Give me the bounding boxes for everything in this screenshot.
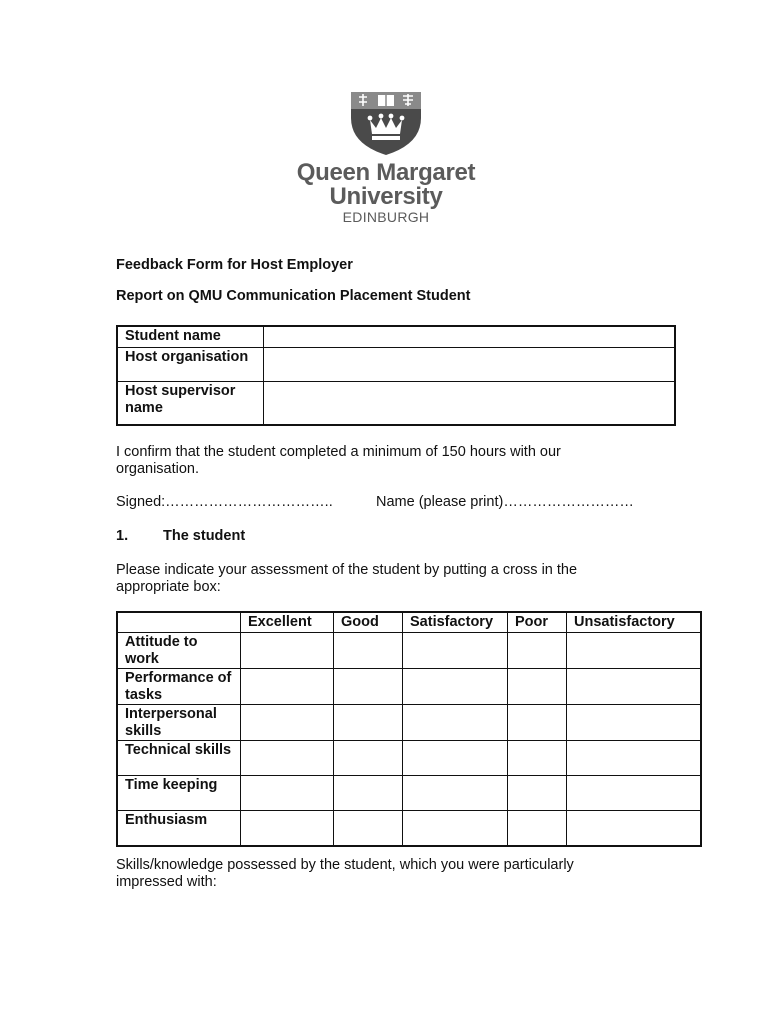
skills-question: Skills/knowledge possessed by the student, which you were particularly impressed with: [116, 857, 574, 890]
table-row [117, 741, 701, 776]
rating-cell[interactable] [567, 669, 702, 705]
table-header-row [117, 612, 701, 633]
column-good: Good [334, 612, 403, 633]
host-organisation-field[interactable] [264, 347, 676, 381]
assessment-table [116, 611, 702, 847]
form-title: Feedback Form for Host Employer [116, 257, 353, 273]
rating-cell[interactable] [334, 741, 403, 776]
column-excellent: Excellent [241, 612, 334, 633]
assessment-instruction: Please indicate your assessment of the student by putting a cross in the appropriate box: [116, 562, 578, 595]
rating-cell[interactable] [334, 776, 403, 811]
section-number: 1. [116, 528, 129, 544]
student-name-label: Student name [117, 326, 264, 347]
rating-cell[interactable] [241, 705, 334, 741]
rating-cell[interactable] [241, 633, 334, 669]
rating-cell[interactable] [508, 633, 567, 669]
table-row [117, 633, 701, 669]
rating-cell[interactable] [403, 776, 508, 811]
student-info-table [116, 325, 676, 426]
table-row [117, 326, 675, 347]
host-supervisor-field[interactable] [264, 381, 676, 425]
student-name-field[interactable] [264, 326, 676, 347]
logo-name-line1: Queen Margaret [296, 159, 476, 186]
corner-cell [117, 612, 241, 633]
rating-cell[interactable] [567, 811, 702, 847]
table-row [117, 776, 701, 811]
column-satisfactory: Satisfactory [403, 612, 508, 633]
table-row [117, 811, 701, 847]
rating-cell[interactable] [508, 776, 567, 811]
rating-cell[interactable] [567, 633, 702, 669]
rating-cell[interactable] [403, 741, 508, 776]
rating-cell[interactable] [508, 705, 567, 741]
rating-cell[interactable] [403, 705, 508, 741]
table-row [117, 381, 675, 425]
rating-cell[interactable] [334, 811, 403, 847]
rating-cell[interactable] [508, 811, 567, 847]
row-label: Enthusiasm [117, 811, 241, 847]
row-label: Time keeping [117, 776, 241, 811]
row-label: Attitude to work [117, 633, 241, 669]
rating-cell[interactable] [508, 741, 567, 776]
rating-cell[interactable] [241, 741, 334, 776]
table-row [117, 705, 701, 741]
rating-cell[interactable] [241, 811, 334, 847]
rating-cell[interactable] [403, 811, 508, 847]
column-unsatisfactory: Unsatisfactory [567, 612, 702, 633]
section-title: The student [163, 528, 246, 544]
confirm-statement: I confirm that the student completed a minimum of 150 hours with our organisation. [116, 444, 561, 477]
crest-icon [347, 88, 425, 156]
rating-cell[interactable] [334, 633, 403, 669]
table-row [117, 347, 675, 381]
rating-cell[interactable] [334, 669, 403, 705]
rating-cell[interactable] [241, 669, 334, 705]
host-organisation-label: Host organisation [117, 347, 264, 381]
logo-name-line2: University [329, 183, 443, 210]
form-subtitle: Report on QMU Communication Placement Student [116, 288, 471, 304]
column-poor: Poor [508, 612, 567, 633]
row-label: Technical skills [117, 741, 241, 776]
signed-line[interactable]: Signed:…………………………….. [116, 494, 333, 510]
rating-cell[interactable] [567, 705, 702, 741]
host-supervisor-label: Host supervisor name [117, 381, 264, 425]
name-print-line[interactable]: Name (please print)……………………… [376, 494, 634, 510]
rating-cell[interactable] [403, 633, 508, 669]
row-label: Interpersonal skills [117, 705, 241, 741]
rating-cell[interactable] [567, 741, 702, 776]
rating-cell[interactable] [508, 669, 567, 705]
rating-cell[interactable] [403, 669, 508, 705]
row-label: Performance of tasks [117, 669, 241, 705]
table-row [117, 669, 701, 705]
university-logo [288, 88, 484, 228]
rating-cell[interactable] [567, 776, 702, 811]
rating-cell[interactable] [334, 705, 403, 741]
rating-cell[interactable] [241, 776, 334, 811]
logo-city: EDINBURGH [342, 209, 430, 225]
